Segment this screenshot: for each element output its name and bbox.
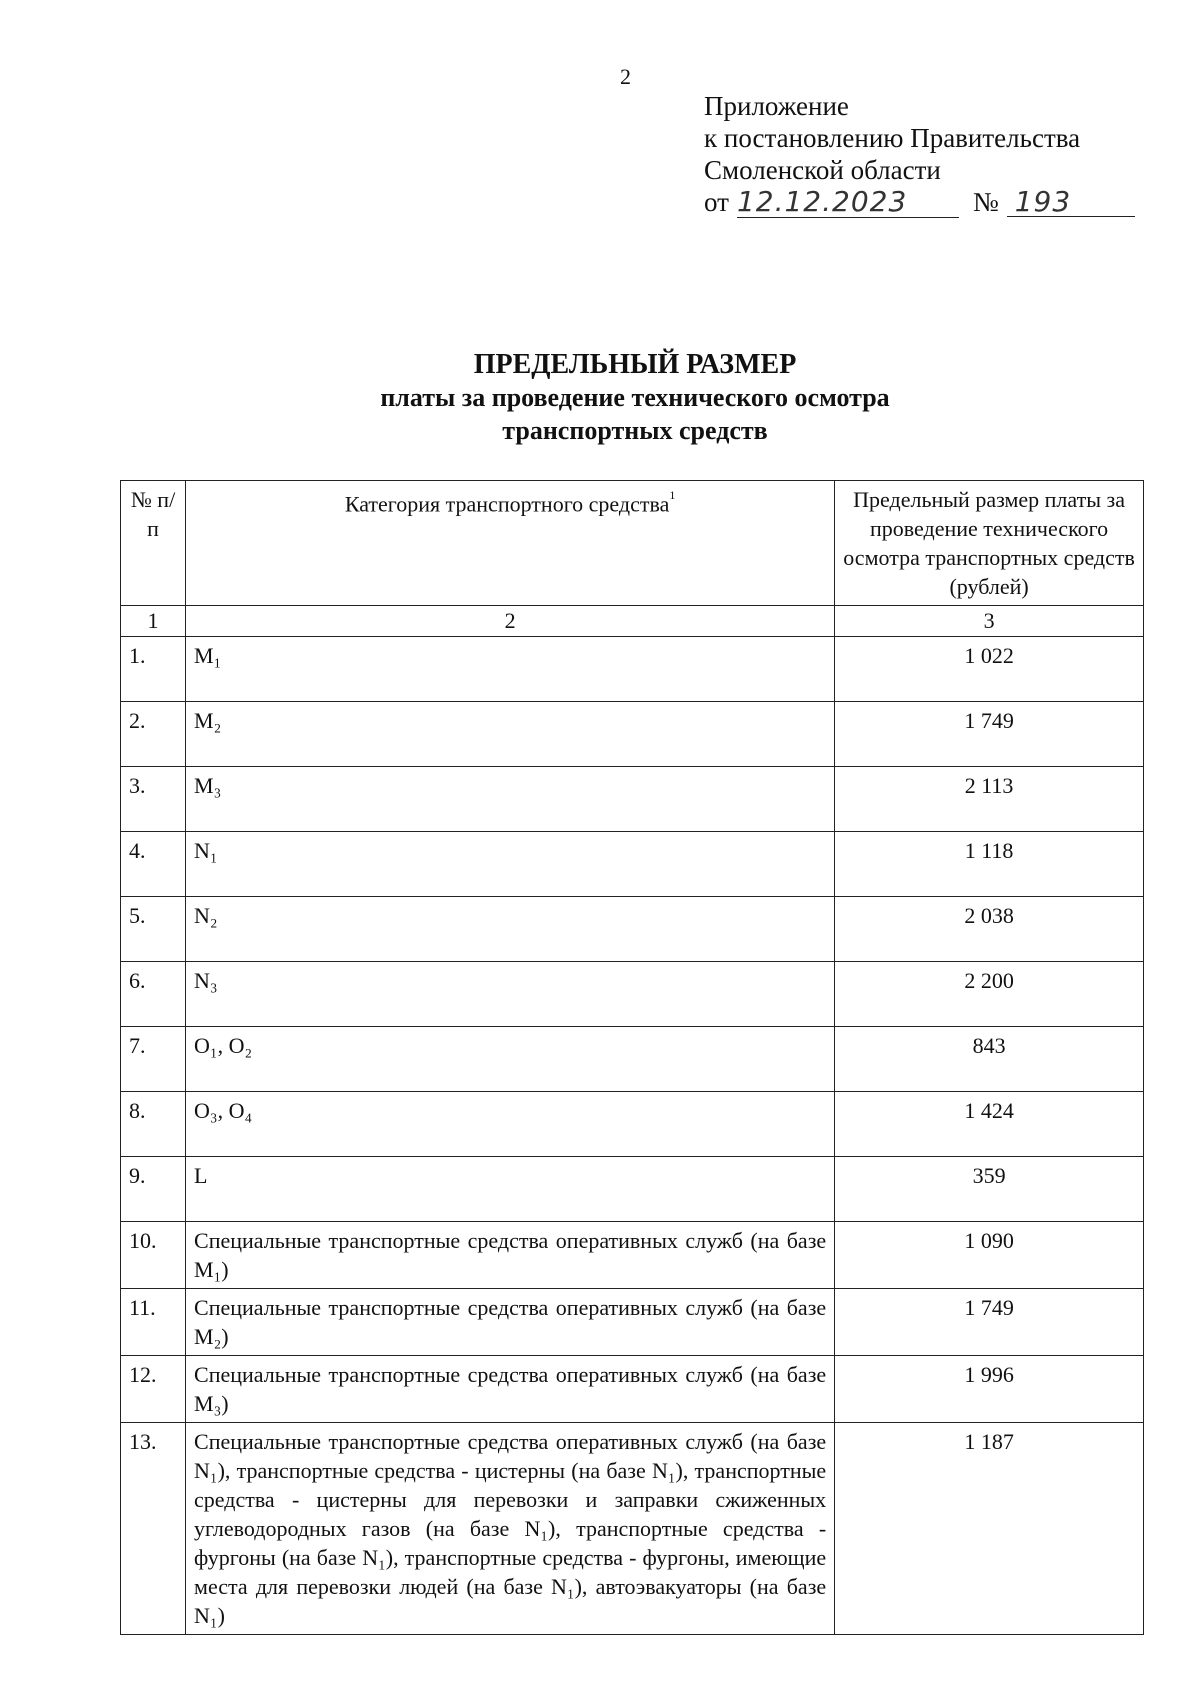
- row-number: 12.: [121, 1356, 186, 1423]
- row-fee: 1 187: [835, 1423, 1144, 1635]
- from-label: от: [704, 187, 729, 217]
- row-number: 4.: [121, 832, 186, 897]
- title-line-1: ПРЕДЕЛЬНЫЙ РАЗМЕР: [473, 349, 797, 380]
- row-category: M₂: [186, 702, 835, 767]
- row-fee: 843: [835, 1027, 1144, 1092]
- table-row: [121, 1027, 1144, 1092]
- fees-table: [120, 480, 1144, 1635]
- page-number: 2: [620, 64, 631, 89]
- row-category: Специальные транспортные средства оперативных служб (на базе M₁): [186, 1222, 835, 1289]
- row-fee: 2 038: [835, 897, 1144, 962]
- row-category: N₃: [186, 962, 835, 1027]
- row-category: Специальные транспортные средства оперативных служб (на базе M₂): [186, 1289, 835, 1356]
- table-row: [121, 1423, 1144, 1635]
- row-fee: 1 749: [835, 1289, 1144, 1356]
- handwritten-number: 193: [1007, 187, 1135, 217]
- table-row: [121, 1356, 1144, 1423]
- row-category: O₃, O₄: [186, 1092, 835, 1157]
- table-row: [121, 1222, 1144, 1289]
- table-row: [121, 962, 1144, 1027]
- table-row: [121, 1289, 1144, 1356]
- row-category: N₁: [186, 832, 835, 897]
- table-row: [121, 1157, 1144, 1222]
- title-line-2: платы за проведение технического осмотра: [380, 383, 890, 412]
- appendix-header: [704, 90, 1135, 218]
- row-number: 1.: [121, 637, 186, 702]
- row-category: N₂: [186, 897, 835, 962]
- row-number: 10.: [121, 1222, 186, 1289]
- row-fee: 1 090: [835, 1222, 1144, 1289]
- row-number: 6.: [121, 962, 186, 1027]
- header-category-label: Категория транспортного средства: [344, 491, 670, 517]
- column-number-1: 1: [121, 606, 186, 637]
- table-row: [121, 897, 1144, 962]
- table-row: [121, 1092, 1144, 1157]
- column-number-2: 2: [186, 606, 835, 637]
- table-row: [121, 832, 1144, 897]
- row-number: 7.: [121, 1027, 186, 1092]
- row-fee: 2 200: [835, 962, 1144, 1027]
- header-footnote-mark: 1: [669, 488, 676, 502]
- row-category: M₃: [186, 767, 835, 832]
- row-fee: 1 118: [835, 832, 1144, 897]
- column-number-3: 3: [835, 606, 1144, 637]
- row-number: 2.: [121, 702, 186, 767]
- row-category: O₁, O₂: [186, 1027, 835, 1092]
- title-line-3: транспортных средств: [502, 416, 768, 445]
- table-row: [121, 637, 1144, 702]
- row-fee: 1 424: [835, 1092, 1144, 1157]
- row-fee: 1 022: [835, 637, 1144, 702]
- row-category: Специальные транспортные средства оперативных служб (на базе N₁), транспортные средства - цистерны (на базе N₁), транспортные средства - цистерны для перевозки и заправки сжиженных углеводородных газов (на базе N₁), транспортные средства - фургоны (на базе N₁), транспортные средства - фургоны, имеющие места для перевозки людей (на базе N₁), автоэвакуаторы (на базе N₁): [186, 1423, 835, 1635]
- row-category: L: [186, 1157, 835, 1222]
- row-fee: 2 113: [835, 767, 1144, 832]
- row-fee: 1 749: [835, 702, 1144, 767]
- appendix-line-3: Смоленской области: [704, 155, 941, 185]
- row-number: 3.: [121, 767, 186, 832]
- appendix-date-number-row: [704, 186, 1135, 218]
- row-number: 13.: [121, 1423, 186, 1635]
- row-category: M₁: [186, 637, 835, 702]
- row-category: Специальные транспортные средства оперативных служб (на базе M₃): [186, 1356, 835, 1423]
- appendix-line-1: Приложение: [704, 91, 849, 121]
- table-row: [121, 702, 1144, 767]
- row-fee: 359: [835, 1157, 1144, 1222]
- table-row: [121, 767, 1144, 832]
- row-number: 11.: [121, 1289, 186, 1356]
- document-title: [0, 348, 1200, 447]
- column-number-row: [121, 606, 1144, 637]
- header-category: [186, 481, 835, 606]
- table-header-row: [121, 481, 1144, 606]
- header-number: № п/п: [121, 481, 186, 606]
- row-fee: 1 996: [835, 1356, 1144, 1423]
- header-fee: Предельный размер платы за проведение технического осмотра транспортных средств (рублей): [835, 481, 1144, 606]
- appendix-line-2: к постановлению Правительства: [704, 123, 1081, 153]
- number-label: №: [972, 187, 999, 217]
- handwritten-date: 12.12.2023: [737, 187, 959, 218]
- row-number: 5.: [121, 897, 186, 962]
- row-number: 8.: [121, 1092, 186, 1157]
- row-number: 9.: [121, 1157, 186, 1222]
